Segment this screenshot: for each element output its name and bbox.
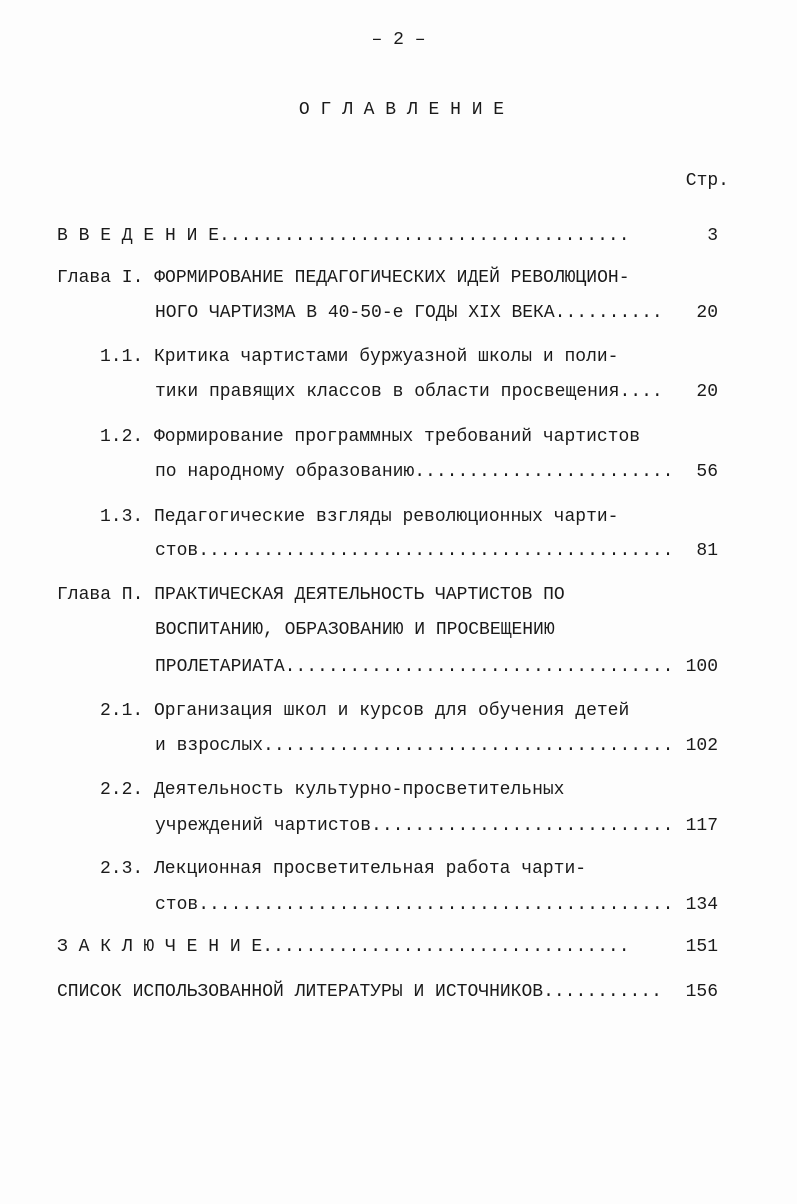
entry-line: СПИСОК ИСПОЛЬЗОВАННОЙ ЛИТЕРАТУРЫ И ИСТОЧНИКОВ........... <box>57 982 662 1002</box>
entry-line: и взрослых...................................... <box>155 736 674 756</box>
entry-line: стов............................................ <box>155 895 674 915</box>
entry-line: В В Е Д Е Н И Е...................................... <box>57 226 630 246</box>
entry-page: 20 <box>696 303 718 323</box>
entry-line: учреждений чартистов............................ <box>155 816 674 836</box>
entry-line: 2.3. Лекционная просветительная работа чарти- <box>100 859 587 879</box>
entry-line: 1.2. Формирование программных требований чартистов <box>100 427 641 447</box>
entry-page: 100 <box>685 657 718 677</box>
entry-line: 2.2. Деятельность культурно-просветительных <box>100 780 565 800</box>
entry-line: ПРОЛЕТАРИАТА.................................... <box>155 657 674 677</box>
entry-page: 102 <box>685 736 718 756</box>
entry-line: З А К Л Ю Ч Е Н И Е.................................. <box>57 937 630 957</box>
entry-page: 117 <box>685 816 718 836</box>
entry-line: Глава I. ФОРМИРОВАНИЕ ПЕДАГОГИЧЕСКИХ ИДЕЙ РЕВОЛЮЦИОН- <box>57 268 630 288</box>
entry-page: 56 <box>696 462 718 482</box>
entry-line: 1.1. Критика чартистами буржуазной школы и поли- <box>100 347 619 367</box>
entry-line: ВОСПИТАНИЮ, ОБРАЗОВАНИЮ И ПРОСВЕЩЕНИЮ <box>155 620 555 640</box>
entry-page: 81 <box>696 541 718 561</box>
entry-page: 3 <box>707 226 718 246</box>
page-number: – 2 – <box>371 30 426 50</box>
entry-line: Глава П. ПРАКТИЧЕСКАЯ ДЕЯТЕЛЬНОСТЬ ЧАРТИСТОВ ПО <box>57 585 565 605</box>
entry-line: по народному образованию........................ <box>155 462 674 482</box>
entry-page: 151 <box>685 937 718 957</box>
entry-page: 156 <box>685 982 718 1002</box>
entry-page: 134 <box>685 895 718 915</box>
page-column-label: Стр. <box>685 171 729 191</box>
entry-line: НОГО ЧАРТИЗМА В 40-50-е ГОДЫ XIX ВЕКА.......... <box>155 303 663 323</box>
entry-line: тики правящих классов в области просвещения.... <box>155 382 663 402</box>
entry-line: стов............................................ <box>155 541 674 561</box>
entry-line: 2.1. Организация школ и курсов для обучения детей <box>100 701 630 721</box>
entry-line: 1.3. Педагогические взгляды революционных чарти- <box>100 507 619 527</box>
entry-page: 20 <box>696 382 718 402</box>
toc-title: О Г Л А В Л Е Н И Е <box>298 100 505 120</box>
